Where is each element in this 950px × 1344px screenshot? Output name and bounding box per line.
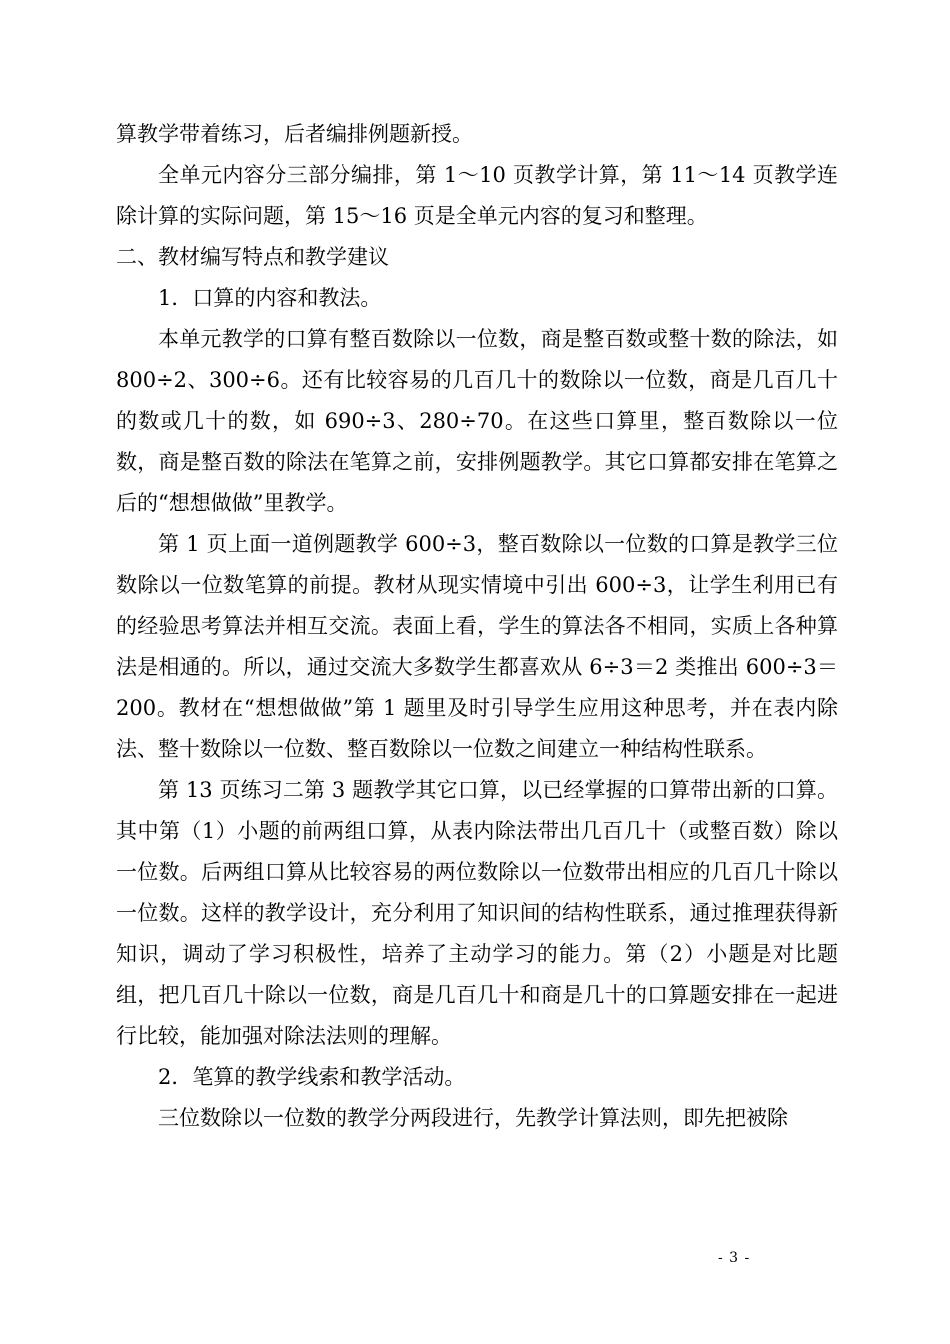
paragraph-page1-example: 第 1 页上面一道例题教学 600÷3，整百数除以一位数的口算是教学三位数除以一位数笔算的前提。教材从现实情境中引出 600÷3，让学生利用已有的经验思考算法并相互交流。表面上看，学生的算法各不相同，实质上各种算法是相通的。所以，通过交流大多数学生都喜欢从 6÷3＝2 类推出 600÷3＝200。教材在“想想做做”第 1 题里及时引导学生应用这种思考，并在表内除法、整十数除以一位数、整百数除以一位数之间建立一种结构性联系。 xyxy=(116,532,838,761)
subsection-heading-written-calculation: 2．笔算的教学线索和教学活动。 xyxy=(158,1065,466,1089)
section-heading: 二、教材编写特点和教学建议 xyxy=(116,245,389,269)
paragraph-page13-exercise: 第 13 页练习二第 3 题教学其它口算，以已经掌握的口算带出新的口算。其中第（1）小题的前两组口算，从表内除法带出几百几十（或整百数）除以一位数。后两组口算从比较容易的两位数除以一位数带出相应的几百几十除以一位数。这样的教学设计，充分利用了知识间的结构性联系，通过推理获得新知识，调动了学习积极性，培养了主动学习的能力。第（2）小题是对比题组，把几百几十除以一位数，商是几百几十和商是几十的口算题安排在一起进行比较，能加强对除法法则的理解。 xyxy=(116,778,838,1048)
paragraph-continuation: 算教学带着练习，后者编排例题新授。 xyxy=(116,122,473,146)
subsection-heading-oral-calculation: 1．口算的内容和教法。 xyxy=(158,286,382,310)
paragraph-unit-structure: 全单元内容分三部分编排，第 1～10 页教学计算，第 11～14 页教学连除计算的实际问题，第 15～16 页是全单元内容的复习和整理。 xyxy=(116,163,838,228)
page-number: - 3 - xyxy=(718,1250,751,1266)
document-body xyxy=(116,114,838,1139)
paragraph-written-calculation-intro: 三位数除以一位数的教学分两段进行，先教学计算法则，即先把被除 xyxy=(158,1106,788,1130)
paragraph-oral-calculation-content: 本单元教学的口算有整百数除以一位数，商是整百数或整十数的除法，如 800÷2、300÷6。还有比较容易的几百几十的数除以一位数，商是几百几十的数或几十的数，如 690÷3、280÷70。在这些口算里，整百数除以一位数，商是整百数的除法在笔算之前，安排例题教学。其它口算都安排在笔算之后的“想想做做”里教学。 xyxy=(116,327,838,515)
